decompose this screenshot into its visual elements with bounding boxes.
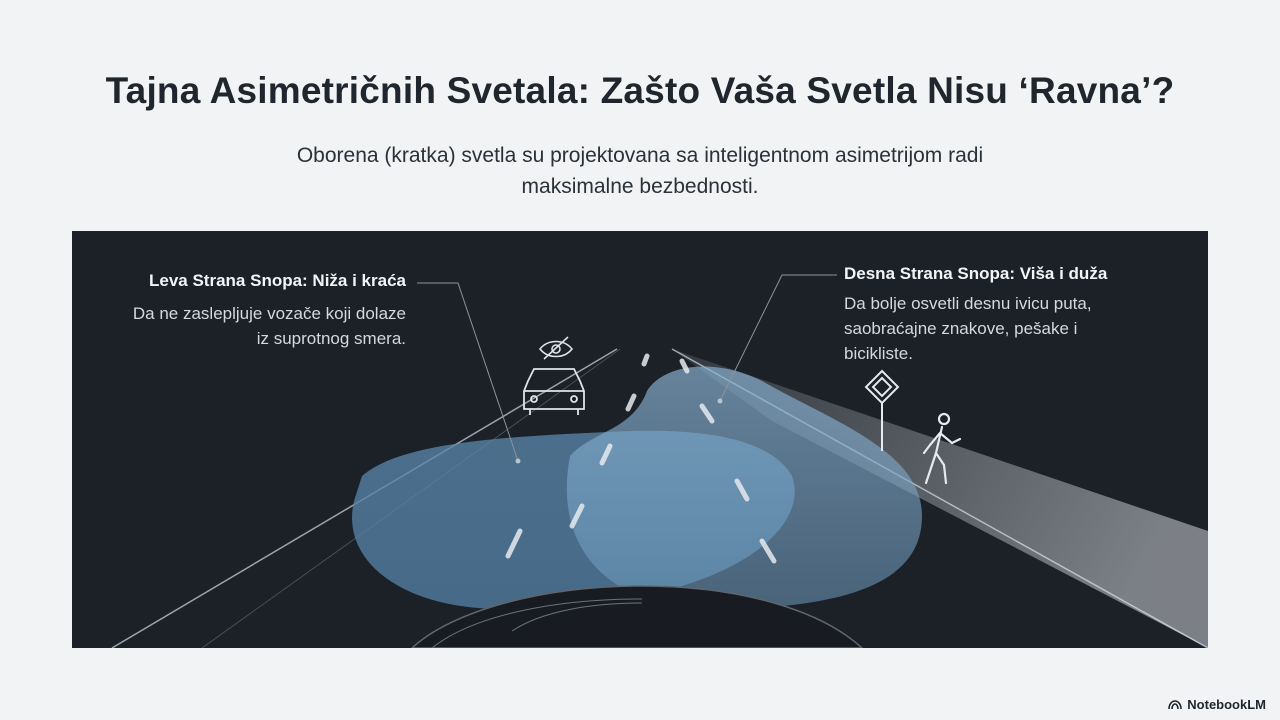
headlight-diagram xyxy=(72,231,1208,648)
notebooklm-logo-icon xyxy=(1168,700,1182,710)
page-title: Tajna Asimetričnih Svetala: Zašto Vaša Svetla Nisu ‘Ravna’? xyxy=(105,70,1175,111)
left-beam-description: Da ne zaslepljuje vozače koji dolaze iz suprotnog smera. xyxy=(132,304,406,348)
right-beam-description: Da bolje osvetli desnu ivicu puta, saobraćajne znakove, pešake i bicikliste. xyxy=(844,294,1092,363)
right-beam xyxy=(567,367,922,609)
brand-badge xyxy=(1168,697,1266,712)
left-leader-line xyxy=(417,283,518,461)
right-beam-heading: Desna Strana Snopa: Viša i duža xyxy=(844,264,1108,283)
left-beam-heading: Leva Strana Snopa: Niža i kraća xyxy=(149,271,406,290)
page-subtitle: Oborena (kratka) svetla su projektovana sa inteligentnom asimetrijom radi maksimalne bezbednosti. xyxy=(296,144,984,198)
brand-name: NotebookLM xyxy=(1187,697,1266,712)
oncoming-car-icon xyxy=(524,369,584,415)
no-glare-eye-icon xyxy=(540,337,572,359)
